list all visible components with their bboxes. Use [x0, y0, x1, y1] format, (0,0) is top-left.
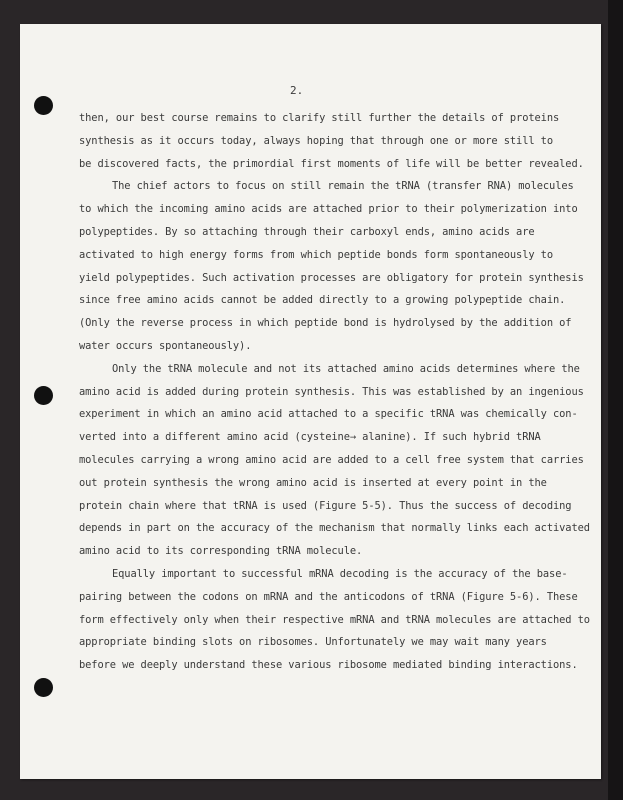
text-line: water occurs spontaneously).: [79, 339, 252, 352]
text-line: experiment in which an amino acid attached to a specific tRNA was chemically con-: [79, 408, 578, 421]
text-line: protein chain where that tRNA is used (Figure 5-5). Thus the success of decoding: [79, 499, 572, 512]
text-line: activated to high energy forms from which peptide bonds form spontaneously to: [79, 248, 553, 261]
text-line: The chief actors to focus on still remain the tRNA (transfer RNA) molecules: [112, 180, 574, 193]
text-line: (Only the reverse process in which peptide bond is hydrolysed by the addition of: [79, 317, 572, 330]
text-line: out protein synthesis the wrong amino acid is inserted at every point in the: [79, 476, 547, 489]
text-line: amino acid to its corresponding tRNA molecule.: [79, 545, 363, 558]
text-line: polypeptides. By so attaching through their carboxyl ends, amino acids are: [79, 225, 535, 238]
body-text: [79, 107, 590, 677]
page-number: 2.: [290, 84, 304, 97]
punch-hole-top: [34, 96, 53, 115]
text-line: amino acid is added during protein synthesis. This was established by an ingenious: [79, 385, 584, 398]
background-edge: [608, 0, 623, 800]
text-line: be discovered facts, the primordial first moments of life will be better revealed.: [79, 157, 584, 170]
text-line: depends in part on the accuracy of the mechanism that normally links each activated: [79, 522, 590, 535]
text-line: appropriate binding slots on ribosomes. Unfortunately we may wait many years: [79, 636, 547, 649]
text-line: to which the incoming amino acids are attached prior to their polymerization into: [79, 203, 578, 216]
text-line: since free amino acids cannot be added directly to a growing polypeptide chain.: [79, 294, 566, 307]
text-line: form effectively only when their respective mRNA and tRNA molecules are attached to: [79, 613, 590, 626]
punch-hole-middle: [34, 386, 53, 405]
text-line: synthesis as it occurs today, always hoping that through one or more still to: [79, 134, 553, 147]
text-line: then, our best course remains to clarify still further the details of proteins: [79, 112, 560, 124]
punch-hole-bottom: [34, 678, 53, 697]
text-line: yield polypeptides. Such activation processes are obligatory for protein synthesis: [79, 271, 584, 284]
text-line: molecules carrying a wrong amino acid are added to a cell free system that carries: [79, 453, 584, 466]
text-line: verted into a different amino acid (cysteine→ alanine). If such hybrid tRNA: [79, 431, 541, 444]
text-line: pairing between the codons on mRNA and the anticodons of tRNA (Figure 5-6). These: [79, 590, 578, 603]
text-line: Only the tRNA molecule and not its attached amino acids determines where the: [112, 362, 580, 375]
document-page: [20, 24, 601, 779]
text-line: Equally important to successful mRNA decoding is the accuracy of the base-: [112, 567, 568, 580]
text-line: before we deeply understand these various ribosome mediated binding interactions.: [79, 659, 578, 672]
